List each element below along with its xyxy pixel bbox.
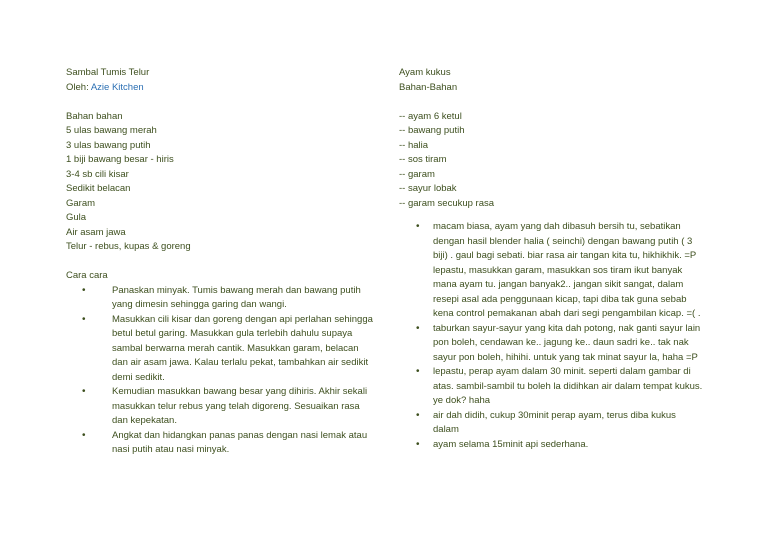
ingredient-item: 1 biji bawang besar - hiris: [66, 154, 174, 165]
ingredient-item: -- sayur lobak: [399, 183, 457, 194]
ingredient-item: 3-4 sb cili kisar: [66, 168, 129, 180]
ingredient-item: -- halia: [399, 139, 429, 151]
method-step: • ayam selama 15minit api sederhana.: [399, 438, 704, 453]
ingredient-item: 3 ulas bawang putih: [66, 139, 151, 151]
spacer: [66, 95, 376, 110]
method-heading: Cara cara: [66, 270, 108, 281]
author-link[interactable]: Azie Kitchen: [90, 81, 144, 93]
method-steps: [66, 284, 376, 458]
ingredient-item: 5 ulas bawang merah: [66, 125, 157, 136]
ingredient-item: -- garam: [399, 168, 435, 180]
spacer: [66, 255, 376, 270]
method-step: • Kemudian masukkan bawang besar yang dihiris. Akhir sekali masukkan telur rebus yang telah digoreng. Sesuaikan rasa dan kepekatan.: [66, 385, 376, 429]
method-step: • taburkan sayur-sayur yang kita dah potong, nak ganti sayur lain pon boleh, cendawan ke.. jagung ke.. daun sadri ke.. tak nak sayur pon boleh, hihihi. untuk yang tak minat sayur la, haha =P: [399, 322, 704, 366]
ingredient-item: Gula: [66, 212, 87, 223]
ingredient-item: Sedikit belacan: [66, 183, 131, 194]
ingredient-item: Air asam jawa: [66, 226, 126, 238]
recipe-author: [66, 81, 376, 96]
recipe-title: Sambal Tumis Telur: [66, 67, 150, 78]
ingredient-item: -- ayam 6 ketul: [399, 110, 462, 122]
spacer: [399, 95, 704, 110]
recipe-sambal-tumis-telur: [66, 66, 376, 458]
method-steps: [399, 220, 704, 452]
ingredient-item: Garam: [66, 197, 96, 209]
author-prefix: Oleh:: [66, 81, 91, 93]
method-step: • Masukkan cili kisar dan goreng dengan api perlahan sehingga betul betul garing. Masukkan gula terlebih dahulu supaya sambal berwarna merah cantik. Masukkan garam, belacan dan air asam jawa. Kalau terlalu pekat, tambahkan air sedikit demi sedikit.: [66, 313, 376, 386]
recipe-title: Ayam kukus: [399, 67, 451, 78]
ingredients-heading: Bahan-Bahan: [399, 81, 458, 93]
method-step: • Angkat dan hidangkan panas panas dengan nasi lemak atau nasi putih atau nasi minyak.: [66, 429, 376, 458]
recipe-ayam-kukus: [399, 66, 704, 452]
method-step: • macam biasa, ayam yang dah dibasuh bersih tu, sebatikan dengan hasil blender halia ( seinchi) dengan bawang putih ( 3 biji) . gaul bagi sebati. biar rasa air tangan kita tu, hikhikhik. =P lepastu, masukkan garam, masukkan sos tiram ikut banyak mana ayam tu. jangan banyak2.. jangan sikit sangat, dalam resepi asal ada penggunaan kicap, tapi diba tak guna sebab kena control pemakanan abah dari segi pengambilan kicap. =( .: [399, 220, 704, 322]
ingredient-item: -- bawang putih: [399, 125, 465, 136]
ingredients-heading: Bahan bahan: [66, 110, 123, 122]
method-step: • Panaskan minyak. Tumis bawang merah dan bawang putih yang dimesin sehingga garing dan wangi.: [66, 284, 376, 313]
method-step: • air dah didih, cukup 30minit perap ayam, terus diba kukus dalam: [399, 409, 704, 438]
method-step: • lepastu, perap ayam dalam 30 minit. seperti dalam gambar di atas. sambil-sambil tu boleh la didihkan air dalam tempat kukus. ye dok? haha: [399, 365, 704, 409]
ingredient-item: Telur - rebus, kupas & goreng: [66, 241, 191, 252]
ingredient-item: -- garam secukup rasa: [399, 197, 495, 209]
ingredient-item: -- sos tiram: [399, 154, 447, 165]
